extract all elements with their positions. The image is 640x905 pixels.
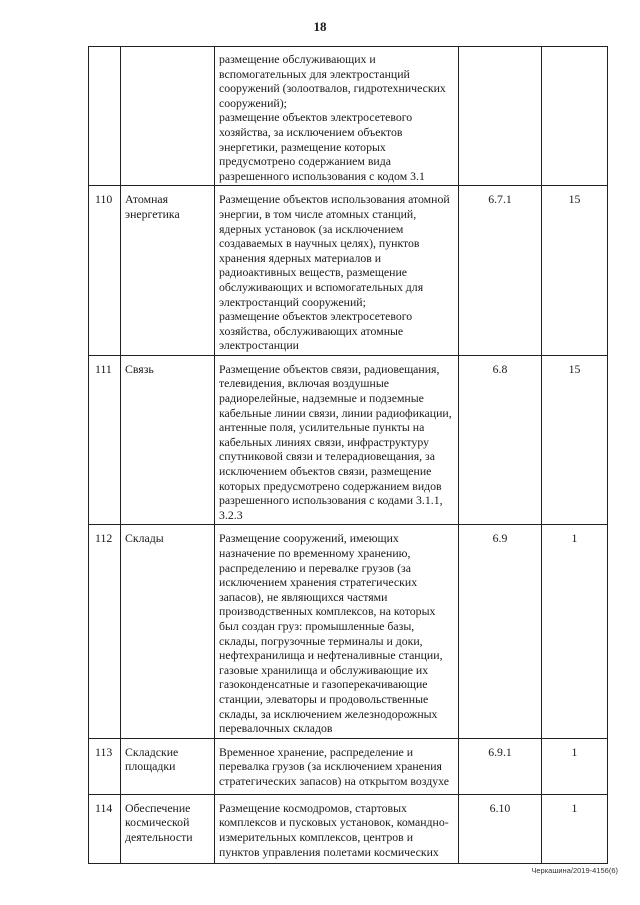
desc-line: кабельные линии связи, линии радиофикации, [219, 405, 452, 420]
row-number: 111 [89, 355, 121, 525]
desc-line: размещение объектов электросетевого [219, 309, 413, 324]
desc-line: Временное хранение, распределение и [219, 744, 414, 759]
classifier-code: 6.7.1 [459, 186, 542, 356]
desc-line: газовые хранилища и обслуживающие их [219, 662, 429, 677]
table-row [89, 525, 608, 738]
name-line: Обеспечение [125, 800, 191, 815]
desc-line: хозяйства, за исключением объектов [219, 124, 403, 139]
use-type-name [121, 794, 215, 863]
desc-line: назначение по временному хранению, [219, 546, 411, 560]
row-number: 112 [89, 525, 121, 738]
row-number: 114 [89, 794, 121, 863]
name-line: космической [125, 815, 190, 830]
use-type-name [121, 738, 215, 794]
row-number: 113 [89, 738, 121, 794]
use-description [215, 186, 459, 356]
desc-line: 3.2.3 [219, 507, 243, 522]
desc-line: радиоактивных веществ, размещение [219, 265, 408, 280]
desc-line: радиорелейные, надземные и подземные [219, 391, 424, 406]
use-description [215, 525, 459, 738]
desc-line: станции, элеваторы и продовольственные [219, 691, 429, 706]
classifier-code: 6.10 [459, 794, 542, 863]
table-row [89, 47, 608, 186]
classifier-code [459, 47, 542, 186]
use-type-name [121, 47, 215, 186]
use-type-name [121, 525, 215, 738]
desc-line: газоконденсатные и газоперекачивающие [219, 677, 428, 692]
document-reference: Черкашина/2019-4156(6) [531, 866, 618, 875]
desc-line: Размещение объектов использования атомной [219, 192, 450, 207]
desc-line: хозяйства, обслуживающих атомные [219, 323, 404, 338]
desc-line: разрешенного использования с кодами 3.1.1, [219, 493, 443, 508]
desc-line: хранения ядерных материалов и [219, 250, 382, 265]
page-number: 18 [313, 19, 327, 34]
desc-line: энергии, в том числе атомных станций, [219, 206, 417, 221]
desc-line: размещение обслуживающих и [219, 52, 376, 66]
desc-line: нефтехранилища и нефтеналивные станции, [219, 648, 443, 663]
use-description [215, 355, 459, 525]
desc-line: Размещение объектов связи, радиовещания, [219, 361, 440, 376]
desc-line: склады, погрузочные терминалы и доки, [219, 633, 423, 648]
desc-line: измерительных комплексов, центров и [219, 829, 414, 844]
use-description [215, 794, 459, 863]
table-body [89, 47, 608, 864]
desc-line: склады, за исключением железнодорожных [219, 706, 438, 721]
use-description [215, 738, 459, 794]
parameter-value: 15 [542, 355, 608, 525]
parameter-value: 15 [542, 186, 608, 356]
name-line: Связь [125, 361, 154, 376]
use-type-name [121, 355, 215, 525]
desc-line: электростанций сооружений; [219, 294, 366, 309]
desc-line: антенные поля, усилительные пункты на [219, 420, 425, 435]
name-line: деятельности [125, 829, 193, 844]
name-line: Складские [125, 744, 179, 759]
desc-line: спутниковой связи и телерадиовещания, за [219, 449, 435, 464]
desc-line: запасов), не являющихся частями [219, 589, 388, 604]
desc-line: сооружений (золоотвалов, гидротехнических [219, 81, 446, 96]
desc-line: стратегических запасов) на открытом воздухе [219, 773, 449, 788]
use-type-name [121, 186, 215, 356]
desc-line: обслуживающих и вспомогательных для [219, 279, 424, 294]
parameter-value: 1 [542, 525, 608, 738]
desc-line: Размещение космодромов, стартовых [219, 800, 407, 815]
classifier-code: 6.9.1 [459, 738, 542, 794]
table-row [89, 355, 608, 525]
desc-line: кабельных линиях связи, инфраструктуру [219, 434, 429, 449]
parameter-value: 1 [542, 738, 608, 794]
desc-line: которых предусмотрено содержанием видов [219, 478, 442, 493]
desc-line: энергетики, размещение которых [219, 139, 386, 154]
desc-line: электростанции [219, 338, 299, 353]
desc-line: предусмотрено содержанием вида [219, 154, 391, 169]
land-use-table [88, 46, 608, 864]
name-line: Склады [125, 531, 164, 546]
desc-line: распределению и перевалке грузов (за [219, 560, 411, 575]
desc-line: Размещение сооружений, имеющих [219, 531, 399, 546]
name-line: энергетика [125, 206, 180, 221]
table-row [89, 794, 608, 863]
desc-line: телевидения, включая воздушные [219, 376, 389, 391]
use-description [215, 47, 459, 186]
desc-line: размещение объектов электросетевого [219, 110, 413, 125]
row-number [89, 47, 121, 186]
desc-line: разрешенного использования с кодом 3.1 [219, 168, 425, 183]
desc-line: исключением хранения стратегических [219, 575, 418, 590]
row-number: 110 [89, 186, 121, 356]
desc-line: ядерных установок (за исключением [219, 221, 404, 236]
desc-line: пунктов управления полетами космических [219, 844, 439, 859]
name-line: площадки [125, 759, 176, 774]
desc-line: исключением объектов связи, размещение [219, 464, 432, 479]
desc-line: перевалка грузов (за исключением хранения [219, 759, 442, 774]
desc-line: комплексов и пусковых установок, командно- [219, 815, 449, 830]
parameter-value: 1 [542, 794, 608, 863]
classifier-code: 6.8 [459, 355, 542, 525]
desc-line: был создан груз: промышленные базы, [219, 618, 415, 633]
desc-line: перевалочных складов [219, 721, 333, 736]
desc-line: сооружений); [219, 95, 287, 110]
parameter-value [542, 47, 608, 186]
desc-line: вспомогательных для электростанций [219, 66, 410, 81]
table-row [89, 738, 608, 794]
table-row [89, 186, 608, 356]
classifier-code: 6.9 [459, 525, 542, 738]
desc-line: создаваемых в научных целях), пунктов [219, 236, 420, 251]
desc-line: производственных комплексов, на которых [219, 604, 436, 619]
name-line: Атомная [125, 192, 169, 207]
